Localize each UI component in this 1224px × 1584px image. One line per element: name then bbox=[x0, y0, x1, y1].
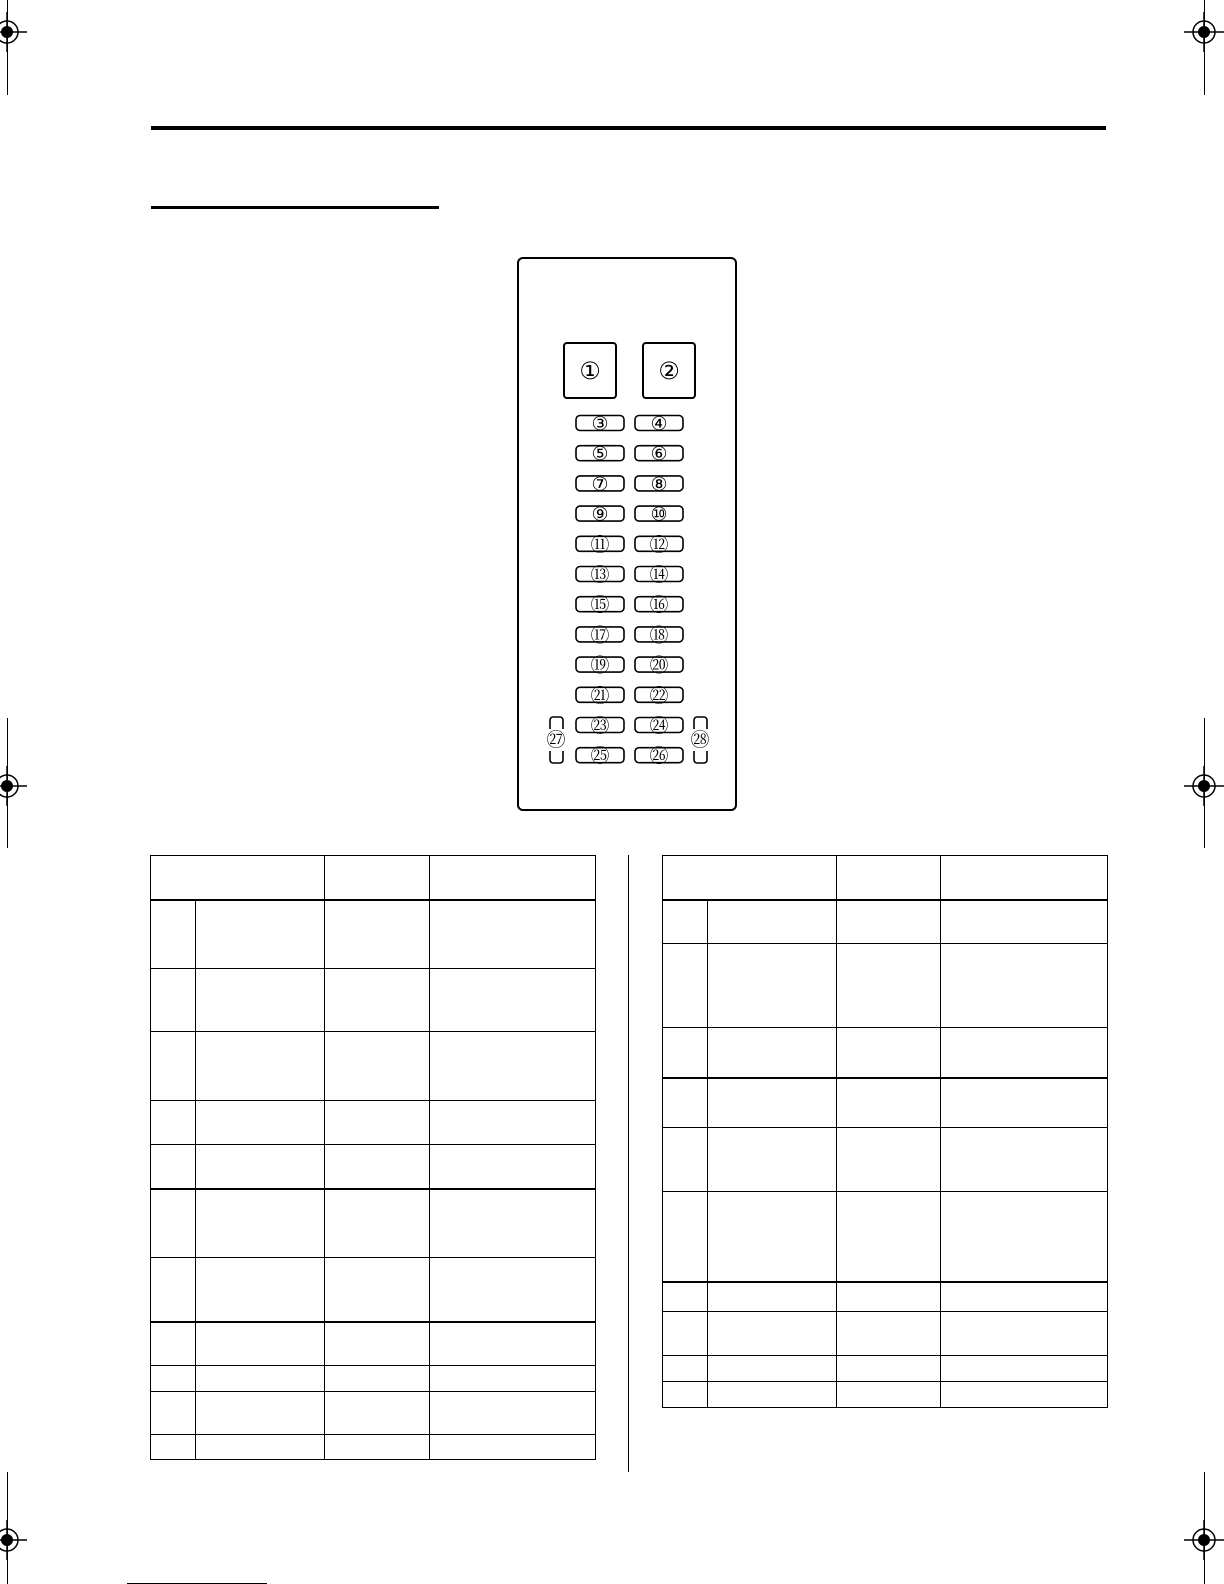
table-cell bbox=[151, 969, 196, 1032]
fuse-number: ⑰ bbox=[590, 624, 610, 647]
table-header-cell bbox=[663, 856, 837, 900]
fuse-number: ⑫ bbox=[649, 533, 669, 556]
fuse-number: ⑱ bbox=[649, 624, 669, 647]
fuse-number: ⑥ bbox=[650, 443, 668, 466]
table-cell bbox=[663, 944, 708, 1028]
table-cell bbox=[151, 1366, 196, 1392]
table-row bbox=[663, 1192, 1108, 1282]
table-cell bbox=[663, 1028, 708, 1078]
fuse-number: ㉘ bbox=[690, 729, 710, 751]
fuse-number: ⑳ bbox=[649, 654, 669, 677]
table-cell bbox=[151, 1392, 196, 1435]
table-cell bbox=[151, 1032, 196, 1101]
table-cell bbox=[663, 1192, 708, 1282]
table-cell bbox=[325, 1101, 430, 1145]
table-cell bbox=[151, 1435, 196, 1460]
table-cell bbox=[941, 1028, 1108, 1078]
table-cell bbox=[663, 1312, 708, 1356]
table-cell bbox=[151, 900, 196, 969]
table-cell bbox=[708, 1312, 837, 1356]
table-cell bbox=[325, 969, 430, 1032]
table-row bbox=[151, 1101, 596, 1145]
table-cell bbox=[663, 1078, 708, 1128]
table-cell bbox=[325, 1258, 430, 1322]
table-cell bbox=[941, 1192, 1108, 1282]
fuse-number: ⑩ bbox=[650, 503, 668, 526]
table-row bbox=[151, 1189, 596, 1258]
table-cell bbox=[837, 944, 941, 1028]
crop-mark bbox=[7, 1472, 8, 1584]
crop-mark bbox=[1204, 718, 1205, 848]
fuse-number: ㉗ bbox=[546, 729, 566, 751]
table-cell bbox=[430, 1322, 596, 1366]
fuse-number: ⑧ bbox=[650, 473, 668, 496]
fuse-number: ㉖ bbox=[649, 745, 669, 768]
table-row bbox=[151, 1366, 596, 1392]
table-cell bbox=[196, 1392, 325, 1435]
fuse-number: ⑲ bbox=[590, 654, 610, 677]
table-cell bbox=[708, 1356, 837, 1382]
table-cell bbox=[325, 1435, 430, 1460]
table-cell bbox=[837, 1382, 941, 1408]
table-row bbox=[663, 1078, 1108, 1128]
table-row bbox=[663, 900, 1108, 944]
table-cell bbox=[663, 900, 708, 944]
table-cell bbox=[325, 1392, 430, 1435]
table-cell bbox=[708, 1282, 837, 1312]
table-cell bbox=[430, 1032, 596, 1101]
table-cell bbox=[430, 1392, 596, 1435]
fuse-layout bbox=[519, 259, 739, 813]
table-header-cell bbox=[151, 856, 325, 900]
table-cell bbox=[941, 1282, 1108, 1312]
fuse-number: ㉕ bbox=[590, 745, 610, 768]
fuse-number: ⑮ bbox=[590, 594, 610, 617]
table-cell bbox=[941, 900, 1108, 944]
registration-mark-icon bbox=[0, 766, 27, 806]
fuse-number: ⑨ bbox=[591, 503, 609, 526]
fuse-number: ② bbox=[658, 357, 680, 385]
table-cell bbox=[196, 1322, 325, 1366]
table-row bbox=[151, 1032, 596, 1101]
table-cell bbox=[663, 1382, 708, 1408]
table-row bbox=[663, 1312, 1108, 1356]
table-cell bbox=[941, 1312, 1108, 1356]
table-header-cell bbox=[837, 856, 941, 900]
table-cell bbox=[837, 1356, 941, 1382]
table-cell bbox=[151, 1145, 196, 1189]
table-row bbox=[151, 969, 596, 1032]
table-cell bbox=[151, 1258, 196, 1322]
registration-mark-icon bbox=[0, 12, 27, 52]
column-divider bbox=[628, 855, 629, 1472]
table-cell bbox=[837, 1282, 941, 1312]
header-rule bbox=[151, 126, 1106, 130]
table-cell bbox=[708, 1192, 837, 1282]
table-cell bbox=[430, 1258, 596, 1322]
table-cell bbox=[196, 1435, 325, 1460]
fuse-number: ㉒ bbox=[649, 684, 669, 707]
table-cell bbox=[663, 1356, 708, 1382]
fuse-number: ⑪ bbox=[590, 533, 610, 556]
fuse-number: ① bbox=[579, 357, 601, 385]
table-cell bbox=[837, 1128, 941, 1192]
table-cell bbox=[708, 1382, 837, 1408]
table-cell bbox=[663, 1282, 708, 1312]
table-cell bbox=[325, 1032, 430, 1101]
table-cell bbox=[430, 1435, 596, 1460]
crop-mark bbox=[1204, 1472, 1205, 1584]
table-cell bbox=[663, 1128, 708, 1192]
table-cell bbox=[196, 1189, 325, 1258]
table-cell bbox=[430, 1366, 596, 1392]
table-header-cell bbox=[430, 856, 596, 900]
table-row bbox=[151, 900, 596, 969]
fuse-number: ④ bbox=[650, 413, 668, 435]
table-cell bbox=[196, 1258, 325, 1322]
section-heading-rule bbox=[151, 206, 439, 209]
table-cell bbox=[941, 944, 1108, 1028]
fuse-number: ㉑ bbox=[590, 684, 610, 707]
table-cell bbox=[837, 1312, 941, 1356]
table-row bbox=[663, 1282, 1108, 1312]
table-cell bbox=[941, 1356, 1108, 1382]
table-cell bbox=[708, 944, 837, 1028]
table-cell bbox=[325, 900, 430, 969]
table-cell bbox=[941, 1078, 1108, 1128]
table-cell bbox=[196, 1032, 325, 1101]
table-row bbox=[151, 1392, 596, 1435]
table-row bbox=[663, 944, 1108, 1028]
table-cell bbox=[325, 1322, 430, 1366]
fuse-table-left bbox=[150, 855, 596, 1460]
table-cell bbox=[196, 969, 325, 1032]
table-cell bbox=[837, 1028, 941, 1078]
fuse-number: ⑦ bbox=[591, 473, 609, 496]
fuse-panel-diagram bbox=[517, 257, 737, 811]
table-cell bbox=[941, 1382, 1108, 1408]
table-header-cell bbox=[941, 856, 1108, 900]
table-cell bbox=[430, 900, 596, 969]
table-cell bbox=[708, 900, 837, 944]
table-cell bbox=[325, 1145, 430, 1189]
fuse-number: ㉓ bbox=[590, 715, 610, 737]
table-cell bbox=[196, 900, 325, 969]
table-cell bbox=[430, 969, 596, 1032]
table-cell bbox=[325, 1189, 430, 1258]
fuse-number: ⑤ bbox=[591, 443, 609, 466]
table-row bbox=[663, 1356, 1108, 1382]
table-cell bbox=[837, 900, 941, 944]
table-cell bbox=[708, 1028, 837, 1078]
table-cell bbox=[196, 1101, 325, 1145]
table-cell bbox=[430, 1145, 596, 1189]
table-row bbox=[151, 1435, 596, 1460]
fuse-number: ⑭ bbox=[649, 564, 669, 586]
table-cell bbox=[196, 1366, 325, 1392]
table-row bbox=[151, 1322, 596, 1366]
fuse-number: ⑬ bbox=[590, 564, 610, 586]
table-row bbox=[151, 1145, 596, 1189]
fuse-number: ⑯ bbox=[649, 594, 669, 617]
crop-mark bbox=[1204, 0, 1205, 95]
table-cell bbox=[941, 1128, 1108, 1192]
table-header-cell bbox=[325, 856, 430, 900]
table-row bbox=[663, 1382, 1108, 1408]
table-row bbox=[151, 1258, 596, 1322]
crop-mark bbox=[7, 0, 8, 95]
table-cell bbox=[708, 1128, 837, 1192]
table-cell bbox=[151, 1322, 196, 1366]
table-row bbox=[663, 1128, 1108, 1192]
crop-mark bbox=[7, 718, 8, 848]
fuse-number: ③ bbox=[591, 413, 609, 435]
table-cell bbox=[430, 1189, 596, 1258]
table-cell bbox=[151, 1189, 196, 1258]
table-cell bbox=[430, 1101, 596, 1145]
table-cell bbox=[325, 1366, 430, 1392]
table-row bbox=[663, 1028, 1108, 1078]
fuse-table-right bbox=[662, 855, 1108, 1408]
registration-mark-icon bbox=[0, 1520, 27, 1560]
table-cell bbox=[708, 1078, 837, 1128]
table-cell bbox=[196, 1145, 325, 1189]
table-cell bbox=[837, 1192, 941, 1282]
fuse-number: ㉔ bbox=[649, 715, 669, 737]
table-cell bbox=[151, 1101, 196, 1145]
table-cell bbox=[837, 1078, 941, 1128]
